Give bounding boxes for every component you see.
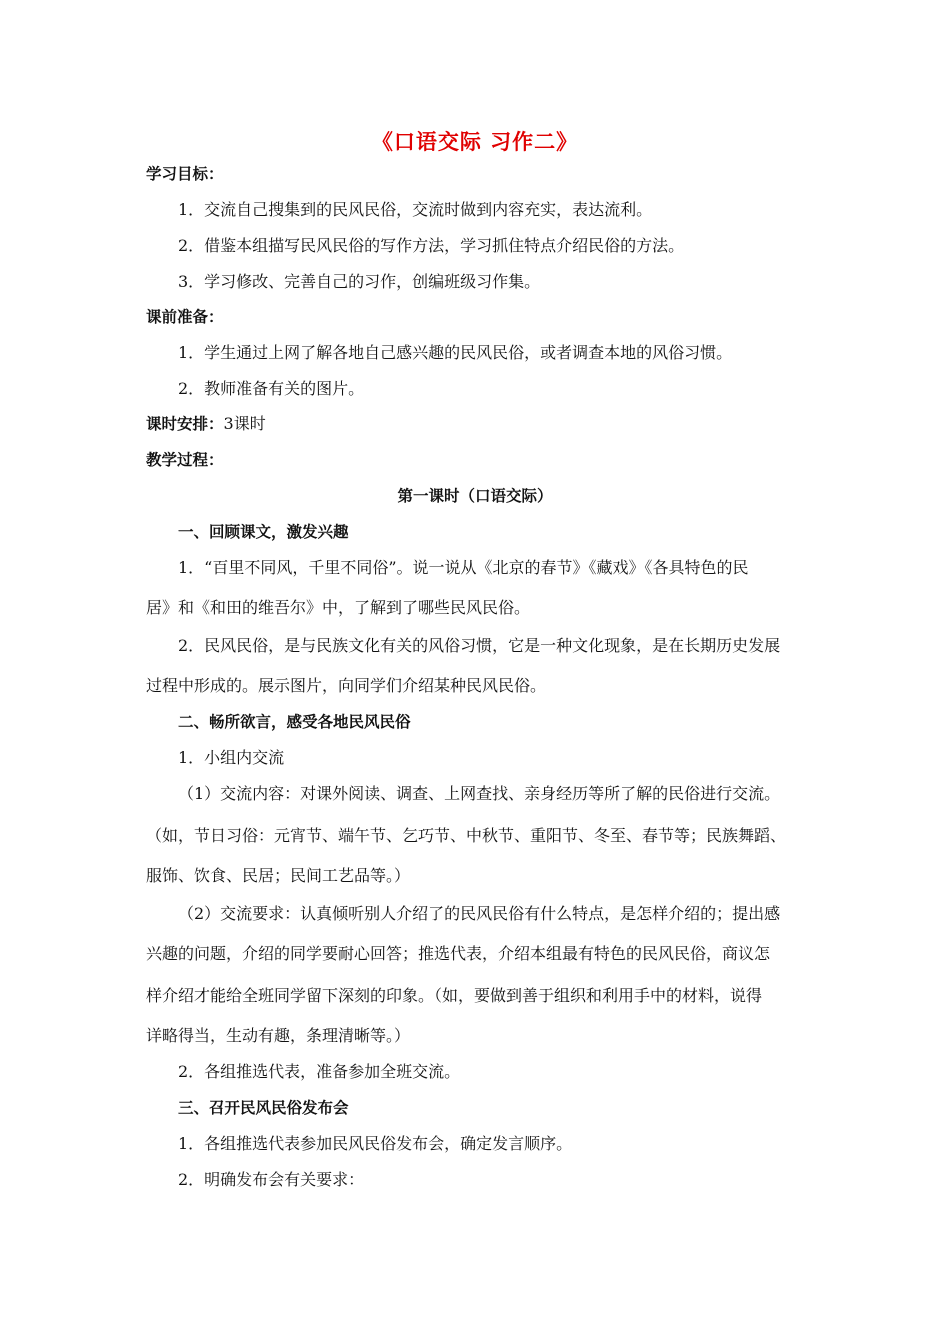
goal-item-3: 3．学习修改、完善自己的习作，创编班级习作集。 [178, 272, 541, 291]
process-heading: 教学过程： [146, 451, 224, 469]
lesson-title: 第一课时（口语交际） [397, 487, 553, 505]
section2-req-line1: （2）交流要求：认真倾听别人介绍了的民风民俗有什么特点，是怎样介绍的；提出感 [178, 904, 781, 923]
section3-item2: 2．明确发布会有关要求： [178, 1170, 365, 1189]
section2-req-line3: 样介绍才能给全班同学留下深刻的印象。（如，要做到善于组织和利用手中的材料，说得 [146, 986, 763, 1005]
section2-item2: 2．各组推选代表，准备参加全班交流。 [178, 1062, 461, 1081]
section2-content-line2: （如，节日习俗：元宵节、端午节、乞巧节、中秋节、重阳节、冬至、春节等；民族舞蹈、 [146, 826, 787, 845]
schedule-value: 3课时 [223, 414, 266, 433]
prep-heading: 课前准备： [146, 308, 224, 326]
goal-item-2: 2．借鉴本组描写民风民俗的写作方法，学习抓住特点介绍民俗的方法。 [178, 236, 685, 255]
prep-item-2: 2．教师准备有关的图片。 [178, 379, 365, 398]
section3-item1: 1．各组推选代表参加民风民俗发布会，确定发言顺序。 [178, 1134, 573, 1153]
prep-item-1: 1．学生通过上网了解各地自己感兴趣的民风民俗，或者调查本地的风俗习惯。 [178, 343, 733, 362]
section3-heading: 三、召开民风民俗发布会 [178, 1099, 349, 1117]
section2-content-line1: （1）交流内容：对课外阅读、调查、上网查找、亲身经历等所了解的民俗进行交流。 [178, 784, 781, 803]
goals-heading: 学习目标： [146, 165, 224, 183]
section1-heading: 一、回顾课文，激发兴趣 [178, 523, 349, 541]
section2-heading: 二、畅所欲言，感受各地民风民俗 [178, 713, 411, 731]
document-title: 《口语交际 习作二》 [371, 130, 579, 154]
section1-p1-line2: 居》和《和田的维吾尔》中，了解到了哪些民风民俗。 [146, 598, 531, 617]
section1-p1-line1: 1．“百里不同风，千里不同俗”。说一说从《北京的春节》《藏戏》《各具特色的民 [178, 558, 749, 577]
section2-req-line2: 兴趣的问题，介绍的同学要耐心回答；推选代表，介绍本组最有特色的民风民俗，商议怎 [146, 944, 771, 963]
goal-item-1: 1．交流自己搜集到的民风民俗，交流时做到内容充实，表达流利。 [178, 200, 653, 219]
section2-content-line3: 服饰、饮食、民居；民间工艺品等。） [146, 866, 411, 885]
schedule-line [146, 414, 266, 434]
schedule-label: 课时安排： [146, 415, 224, 433]
section2-req-line4: 详略得当，生动有趣，条理清晰等。） [146, 1026, 411, 1045]
section1-p2-line1: 2．民风民俗，是与民族文化有关的风俗习惯，它是一种文化现象，是在长期历史发展 [178, 636, 781, 655]
section1-p2-line2: 过程中形成的。展示图片，向同学们介绍某种民风民俗。 [146, 676, 547, 695]
section2-item1: 1．小组内交流 [178, 748, 285, 767]
